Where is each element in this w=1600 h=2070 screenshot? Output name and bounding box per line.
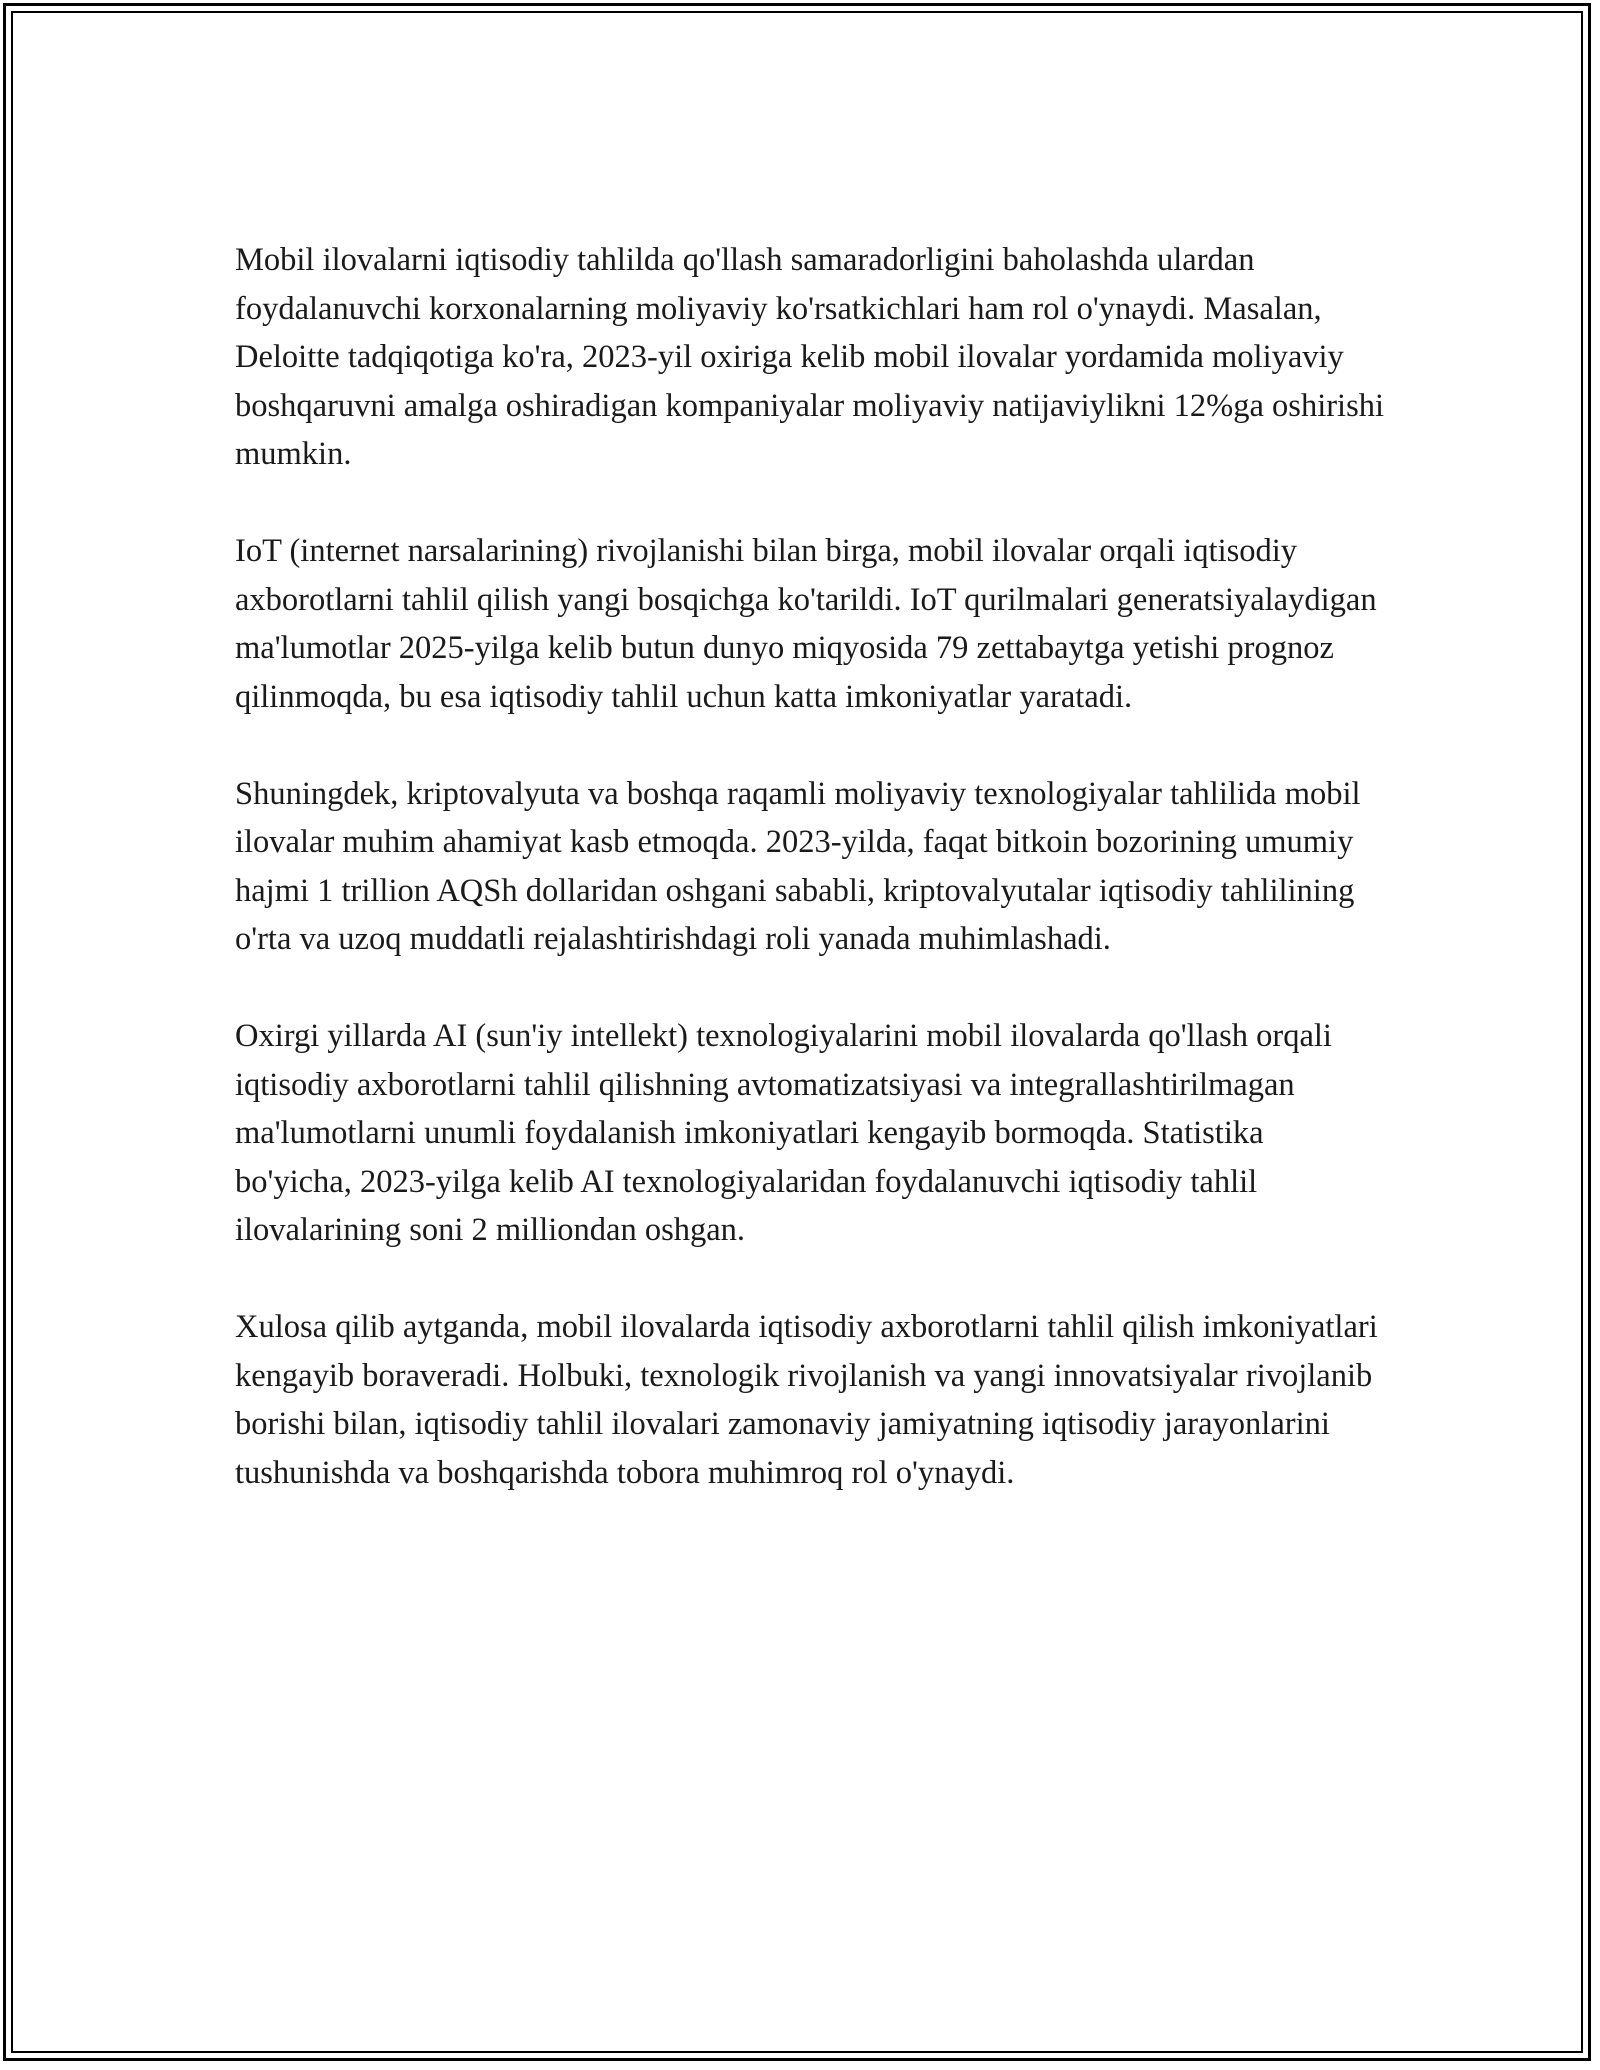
paragraph-conclusion: Xulosa qilib aytganda, mobil ilovalarda iqtisodiy axborotlarni tahlil qilish imkoniyatlari kengayib boraveradi. Holbuki, texnologik rivojlanish va yangi innovatsiyalar rivojlanib borishi bilan, iqtisodiy tahlil ilovalari zamonaviy jamiyatning iqtisodiy jarayonlarini tushunishda va boshqarishda tobora muhimroq rol o'ynaydi. [235, 1309, 1378, 1491]
paragraph-ai: Oxirgi yillarda AI (sun'iy intellekt) texnologiyalarini mobil ilovalarda qo'llash orqali iqtisodiy axborotlarni tahlil qilishning avtomatizatsiyasi va integrallashtirilmagan ma'lumotlarni unumli foydalanish imkoniyatlari kengayib bormoqda. Statistika bo'yicha, 2023-yilga kelib AI texnologiyalaridan foydalanuvchi iqtisodiy tahlil ilovalarining soni 2 milliondan oshgan. [235, 1018, 1332, 1248]
document-body [235, 236, 1385, 1546]
paragraph-mobile-apps-financial: Mobil ilovalarni iqtisodiy tahlilda qo'llash samaradorligini baholashda ulardan foydalanuvchi korxonalarning moliyaviy ko'rsatkichlari ham rol o'ynaydi. Masalan, Deloitte tadqiqotiga ko'ra, 2023-yil oxiriga kelib mobil ilovalar yordamida moliyaviy boshqaruvni amalga oshiradigan kompaniyalar moliyaviy natijaviylikni 12%ga oshirishi mumkin. [235, 242, 1385, 472]
paragraph-crypto: Shuningdek, kriptovalyuta va boshqa raqamli moliyaviy texnologiyalar tahlilida mobil ilovalar muhim ahamiyat kasb etmoqda. 2023-yilda, faqat bitkoin bozorining umumiy hajmi 1 trillion AQSh dollaridan oshgani sababli, kriptovalyutalar iqtisodiy tahlilining o'rta va uzoq muddatli rejalashtirishdagi roli yanada muhimlashadi. [235, 775, 1361, 957]
paragraph-iot: IoT (internet narsalarining) rivojlanishi bilan birga, mobil ilovalar orqali iqtisodiy axborotlarni tahlil qilish yangi bosqichga ko'tarildi. IoT qurilmalari generatsiyalaydigan ma'lumotlar 2025-yilga kelib butun dunyo miqyosida 79 zettabaytga yetishi prognoz qilinmoqda, bu esa iqtisodiy tahlil uchun katta imkoniyatlar yaratadi. [235, 533, 1377, 715]
